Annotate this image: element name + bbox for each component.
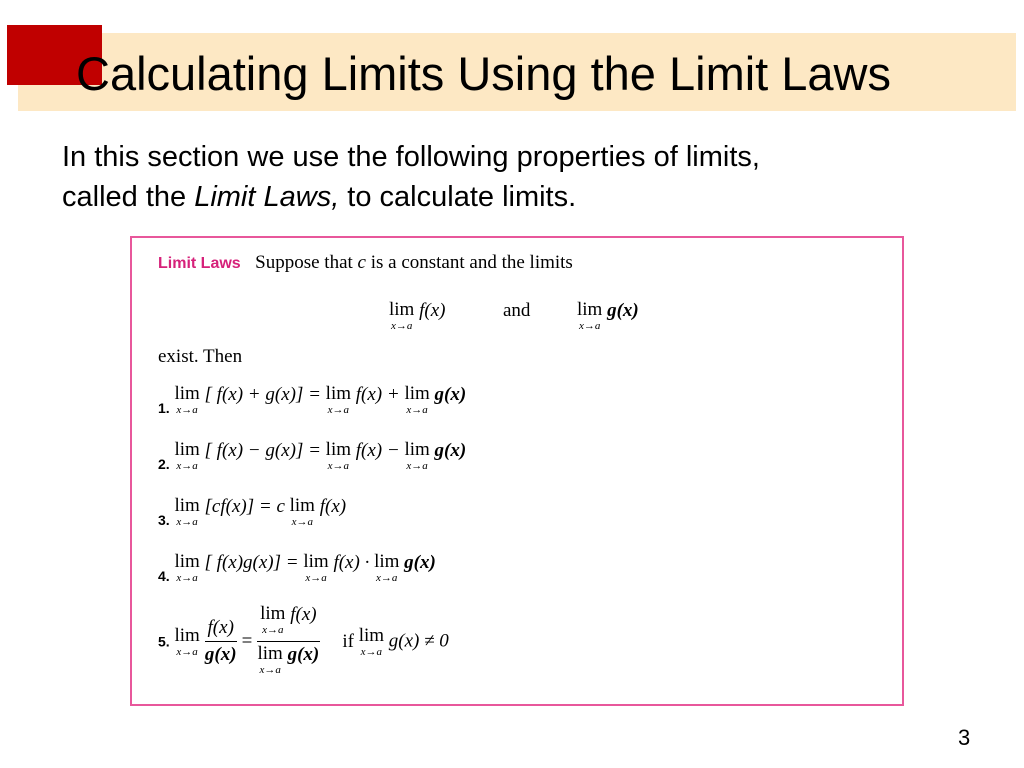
law-mid: f(x) − xyxy=(355,440,400,461)
limit-laws-box xyxy=(130,236,904,706)
law-4 xyxy=(158,552,436,587)
law-5-right-numerator xyxy=(257,604,319,642)
law-5-right-denominator xyxy=(257,642,319,679)
lim-subscript: x→a xyxy=(376,572,398,584)
law-5-rnum: f(x) xyxy=(290,604,317,625)
limit-laws-emphasis: Limit Laws, xyxy=(194,181,340,213)
box-lead-start: Suppose that xyxy=(255,252,358,273)
law-5-rden: g(x) xyxy=(287,644,320,665)
law-rhs: f(x) xyxy=(319,496,347,517)
exist-then: exist. Then xyxy=(158,346,243,367)
lim-word: lim xyxy=(260,603,286,624)
lim-operator xyxy=(290,496,315,528)
lim-operator xyxy=(257,644,282,676)
intro-line-1: In this section we use the following properties of limits, xyxy=(62,141,760,173)
law-number: 3. xyxy=(158,512,170,528)
law-5-denominator: g(x) xyxy=(204,644,237,665)
lim-operator xyxy=(404,440,429,472)
slide-title: Calculating Limits Using the Limit Laws xyxy=(76,47,891,100)
lim-operator xyxy=(174,626,199,658)
law-number: 4. xyxy=(158,568,170,584)
lim-operator xyxy=(174,440,199,472)
display-limit-f xyxy=(389,300,445,335)
law-mid: f(x) + xyxy=(355,384,400,405)
intro-line-2-start: called the xyxy=(62,181,195,213)
law-lhs: [ f(x) + g(x)] = xyxy=(204,384,321,405)
law-5-left-fraction xyxy=(205,617,237,666)
lim-operator xyxy=(174,552,199,584)
law-5-equals: = xyxy=(241,630,253,652)
lim-subscript: x→a xyxy=(176,460,198,472)
lim-word: lim xyxy=(404,383,430,404)
lim-operator xyxy=(326,384,351,416)
box-lead-end: is a constant and the limits xyxy=(365,252,573,273)
lim-word: lim xyxy=(174,495,200,516)
law-1 xyxy=(158,384,466,419)
box-lead xyxy=(255,252,573,273)
lim-operator xyxy=(389,300,414,332)
lim-subscript: x→a xyxy=(406,404,428,416)
lim-subscript: x→a xyxy=(406,460,428,472)
lim-subscript: x→a xyxy=(327,404,350,416)
lim-word: lim xyxy=(325,439,352,460)
law-5 xyxy=(158,604,449,679)
lim-operator xyxy=(303,552,328,584)
lim-subscript: x→a xyxy=(360,645,383,658)
lim-word: lim xyxy=(358,624,385,646)
law-5-if: if xyxy=(342,630,354,652)
law-mid: f(x) · xyxy=(333,552,370,573)
law-number: 2. xyxy=(158,456,170,472)
lim-word: lim xyxy=(374,551,400,572)
law-5-condition: g(x) ≠ 0 xyxy=(388,630,449,652)
box-lead-c: c xyxy=(357,252,366,273)
lim-word: lim xyxy=(404,439,430,460)
intro-line-2-end: to calculate limits. xyxy=(339,181,577,213)
box-heading: Limit Laws xyxy=(158,255,241,272)
page-number: 3 xyxy=(958,725,971,750)
law-lhs: [ f(x) − g(x)] = xyxy=(204,440,321,461)
lim-operator xyxy=(326,440,351,472)
lim-operator xyxy=(260,604,285,636)
lim-subscript: x→a xyxy=(176,404,198,416)
law-5-right-fraction xyxy=(257,604,319,679)
lim-operator xyxy=(404,384,429,416)
lim-subscript: x→a xyxy=(262,624,284,636)
law-2 xyxy=(158,440,466,475)
lim-word: lim xyxy=(289,495,315,516)
intro-text xyxy=(62,137,760,217)
lim-word: lim xyxy=(257,643,283,664)
display-g: g(x) xyxy=(607,300,639,321)
lim-word: lim xyxy=(303,551,329,572)
lim-subscript: x→a xyxy=(327,460,350,472)
law-lhs: [ f(x)g(x)] = xyxy=(204,552,299,573)
lim-word: lim xyxy=(389,299,415,320)
lim-operator xyxy=(374,552,399,584)
lim-subscript: x→a xyxy=(291,516,313,528)
law-number: 1. xyxy=(158,400,170,416)
lim-operator xyxy=(174,496,199,528)
display-and: and xyxy=(503,300,531,321)
law-number: 5. xyxy=(158,633,170,650)
lim-word: lim xyxy=(174,551,200,572)
law-5-numerator: f(x) xyxy=(205,617,237,642)
lim-word: lim xyxy=(325,383,352,404)
law-rhs: g(x) xyxy=(404,552,436,573)
display-f: f(x) xyxy=(419,300,446,321)
lim-subscript: x→a xyxy=(259,664,281,676)
lim-word: lim xyxy=(174,624,200,646)
lim-operator xyxy=(577,300,602,332)
law-rhs: g(x) xyxy=(434,384,467,405)
lim-operator xyxy=(359,626,384,658)
lim-subscript: x→a xyxy=(390,320,413,332)
law-rhs: g(x) xyxy=(434,440,467,461)
display-limit-g xyxy=(577,300,639,335)
lim-subscript: x→a xyxy=(176,572,198,584)
lim-subscript: x→a xyxy=(176,516,198,528)
lim-word: lim xyxy=(577,299,603,320)
law-3 xyxy=(158,496,346,531)
law-lhs: [cf(x)] = c xyxy=(204,496,285,517)
lim-word: lim xyxy=(174,439,200,460)
lim-word: lim xyxy=(174,383,200,404)
lim-subscript: x→a xyxy=(305,572,327,584)
lim-subscript: x→a xyxy=(578,320,601,332)
lim-subscript: x→a xyxy=(176,645,198,658)
intro-line-2 xyxy=(62,177,760,217)
lim-operator xyxy=(174,384,199,416)
box-heading-line xyxy=(158,252,573,274)
